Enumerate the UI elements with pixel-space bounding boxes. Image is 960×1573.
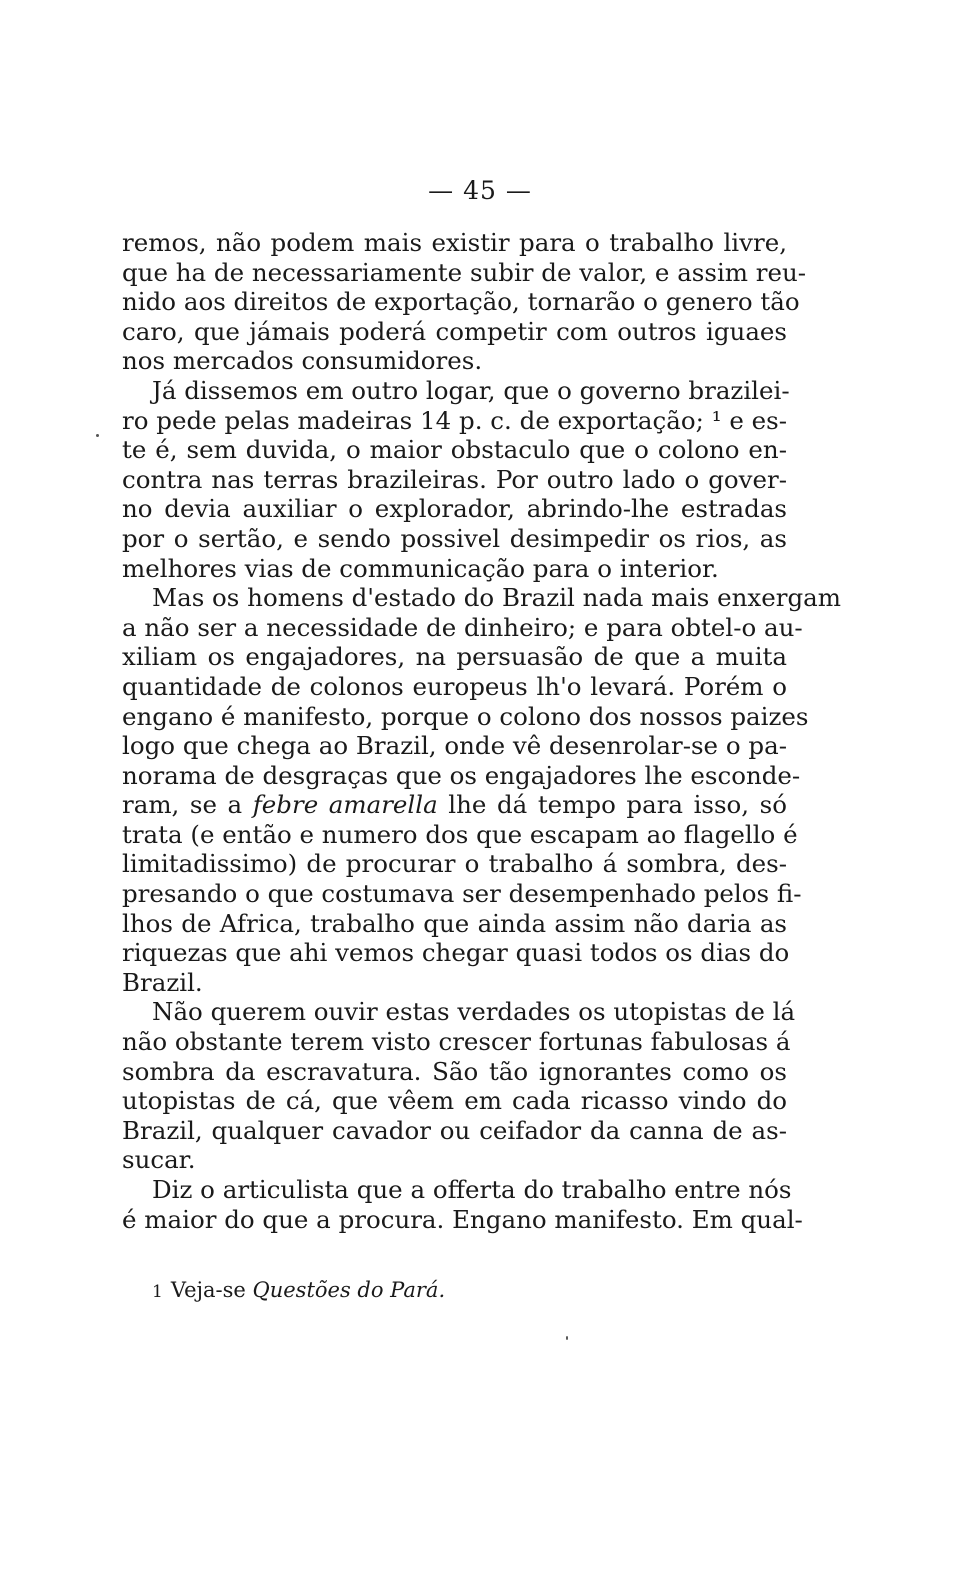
text-line: logo que chega ao Brazil, onde vê desenrolar-se o pa- (122, 731, 787, 761)
text-line: ro pede pelas madeiras 14 p. c. de exportação; ¹ e es- (122, 405, 787, 435)
text-line: xiliam os engajadores, na persuasão de que a muita (122, 642, 787, 672)
text-line: Diz o articulista que a offerta do trabalho entre nós (152, 1175, 792, 1204)
text-line: Mas os homens d'estado do Brazil nada mais enxergam (152, 583, 841, 613)
paragraph (122, 1175, 803, 1234)
text-line: caro, que jámais poderá competir com outros iguaes (122, 316, 787, 346)
footnote-prefix: Veja-se (170, 1278, 253, 1302)
text-line: melhores vias de communicação para o interior. (122, 553, 719, 583)
text-line: presando o que costumava ser desempenhado pelos fi- (122, 879, 802, 909)
text-line: Brazil. (122, 967, 203, 997)
text-line: no devia auxiliar o explorador, abrindo-lhe estradas (122, 494, 787, 524)
text-line: ram, se a febre amarella lhe dá tempo para isso, só (122, 790, 787, 820)
text-line: limitadissimo) de procurar o trabalho á sombra, des- (122, 849, 787, 879)
text-line: utopistas de cá, que vêem em cada ricasso vindo do (122, 1086, 787, 1116)
paragraph (122, 583, 841, 997)
text-line: Brazil, qualquer cavador ou ceifador da canna de as- (122, 1115, 787, 1145)
footnote-title: Questões do Pará. (252, 1278, 446, 1302)
text-line: sucar. (122, 1145, 196, 1175)
text-line: trata (e então e numero dos que escapam ao flagello é (122, 819, 798, 849)
text-line: a não ser a necessidade de dinheiro; e para obtel-o au- (122, 612, 803, 642)
text-line: por o sertão, e sendo possivel desimpedir os rios, as (122, 523, 787, 553)
text-line: quantidade de colonos europeus lh'o levará. Porém o (122, 671, 787, 701)
body-text (122, 228, 841, 1234)
ink-speck (566, 1336, 568, 1340)
text-line: Não querem ouvir estas verdades os utopistas de lá (152, 997, 796, 1027)
ink-speck (96, 434, 99, 437)
text-line: lhos de Africa, trabalho que ainda assim não daria as (122, 908, 787, 938)
text-line: sombra da escravatura. São tão ignorantes como os (122, 1056, 787, 1086)
footnote-mark: 1 (152, 1282, 163, 1302)
text-line: te é, sem duvida, o maior obstaculo que o colono en- (122, 435, 787, 465)
text-line: nido aos direitos de exportação, tornarão o genero tão (122, 287, 800, 317)
paragraph (122, 228, 807, 376)
page-number: — 45 — (428, 176, 532, 205)
text-line: nos mercados consumidores. (122, 346, 483, 376)
text-line: contra nas terras brazileiras. Por outro lado o gover- (122, 464, 787, 494)
italic-phrase: febre amarella (252, 790, 438, 820)
paragraph (122, 375, 790, 583)
text-line: não obstante terem visto crescer fortunas fabulosas á (122, 1027, 791, 1057)
text-line: engano é manifesto, porque o colono dos nossos paizes (122, 701, 809, 731)
text-line: riquezas que ahi vemos chegar quasi todos os dias do (122, 938, 790, 968)
text-line: norama de desgraças que os engajadores lhe esconde- (122, 760, 801, 790)
text-line: Já dissemos em outro logar, que o governo brazilei- (152, 375, 790, 405)
footnote (152, 1278, 445, 1302)
text-line: que ha de necessariamente subir de valor, e assim reu- (122, 257, 807, 287)
paragraph (122, 997, 796, 1175)
text-line: é maior do que a procura. Engano manifesto. Em qual- (122, 1204, 803, 1234)
text-line: remos, não podem mais existir para o trabalho livre, (122, 228, 787, 257)
